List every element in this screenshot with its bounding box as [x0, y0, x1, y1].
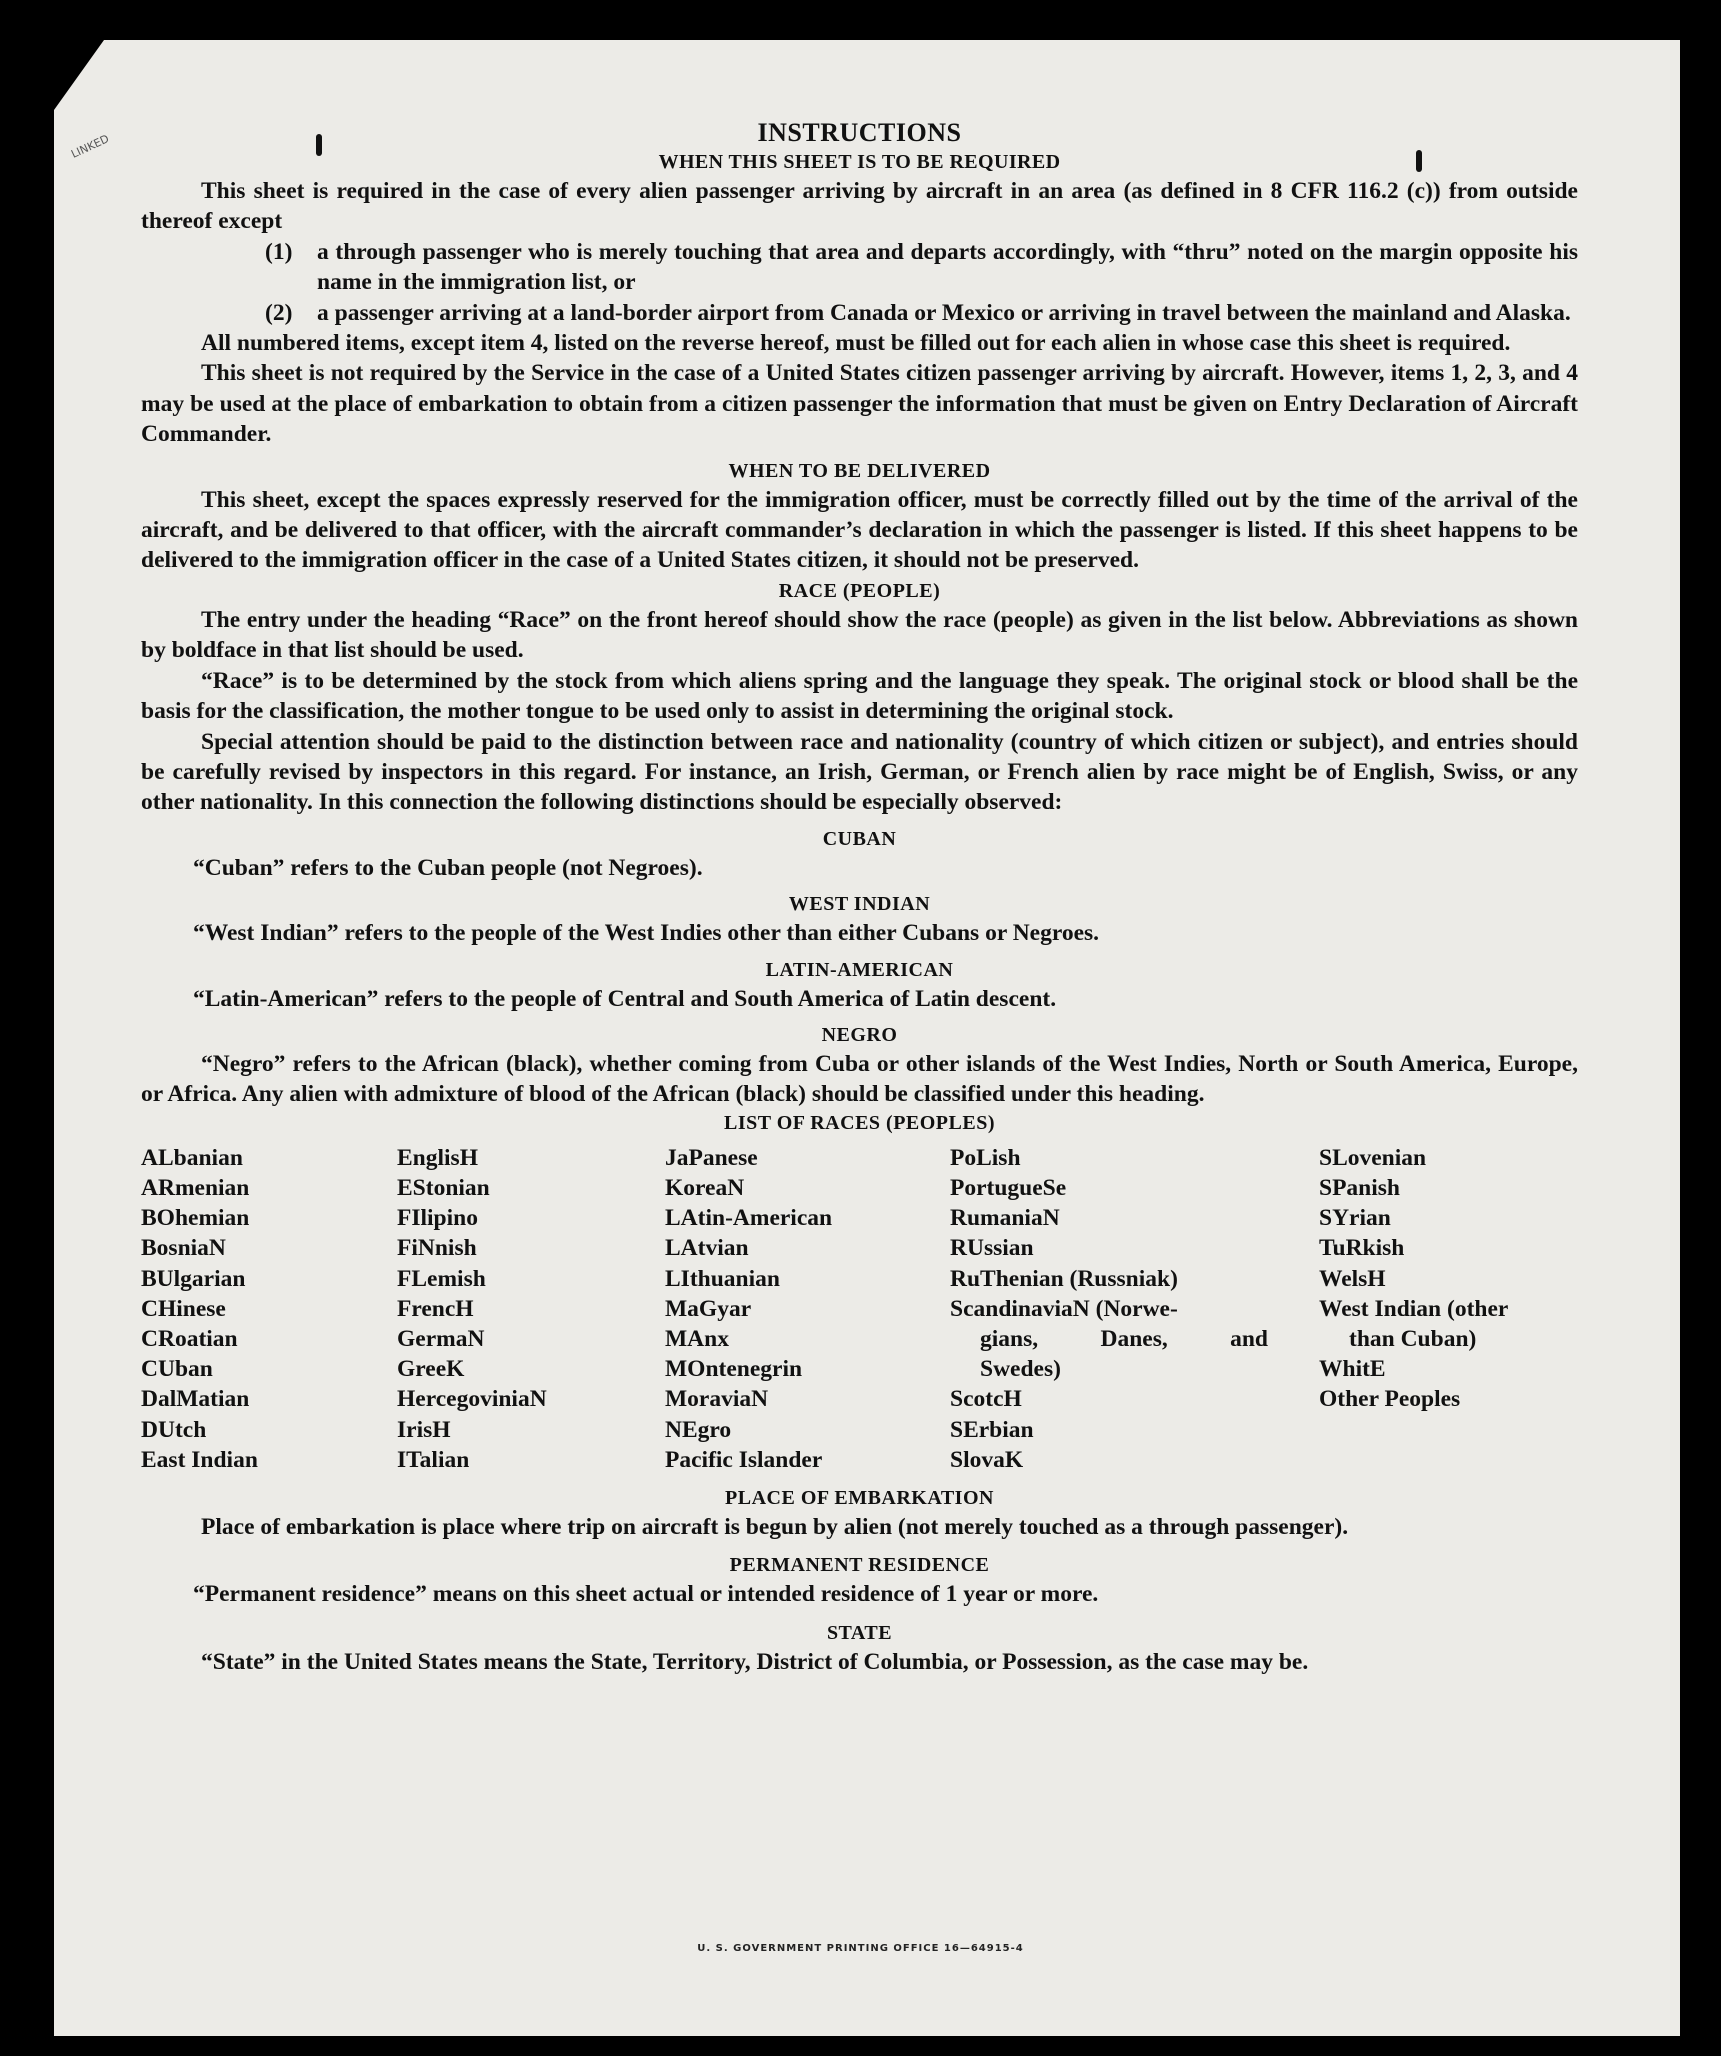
race-item: KoreaN: [665, 1174, 745, 1201]
folded-corner: [54, 40, 104, 110]
list-item: [141, 237, 1578, 298]
definition: “State” in the United States means the State, Territory, District of Columbia, or Possession, as the case may be.: [201, 1648, 1309, 1675]
paragraph: This sheet, except the spaces expressly reserved for the immigration officer, must be correctly filled out by the time of the arrival of the aircraft, and be delivered to that officer, with the aircraft commander’s declaration in which the passenger is listed. If this sheet happens to be delivered to the immigration officer in the case of a United States citizen, it should not be preserved.: [141, 486, 1578, 574]
section-heading-race: RACE (PEOPLE): [778, 579, 941, 602]
race-item: ScandinaviaN (Norwe-: [950, 1295, 1178, 1322]
race-item: FiNnish: [397, 1235, 477, 1262]
instructions-body: [141, 118, 1578, 1677]
word: gians,: [980, 1325, 1039, 1352]
race-item: ARmenian: [141, 1174, 250, 1201]
section-heading-latin-american: LATIN-AMERICAN: [765, 958, 954, 981]
race-item: FLemish: [397, 1265, 486, 1292]
definition: Place of embarkation is place where trip on aircraft is begun by alien (not merely touched as a through passenger).: [201, 1513, 1349, 1540]
definition: “Latin-American” refers to the people of Central and South America of Latin descent.: [193, 985, 1057, 1012]
race-item: SlovaK: [950, 1446, 1024, 1473]
race-item: TuRkish: [1319, 1235, 1405, 1262]
paragraph: All numbered items, except item 4, listed on the reverse hereof, must be filled out for each alien in whose case this sheet is required.: [201, 330, 1511, 357]
word: Danes,: [1100, 1325, 1168, 1352]
section-heading-delivered: WHEN TO BE DELIVERED: [728, 459, 991, 482]
race-item: MoraviaN: [665, 1386, 769, 1413]
race-column-5: [1319, 1143, 1578, 1475]
race-item: FIlipino: [397, 1205, 478, 1232]
definition: “Permanent residence” means on this sheet actual or intended residence of 1 year or more.: [193, 1581, 1099, 1608]
race-item: PortugueSe: [950, 1174, 1067, 1201]
race-item: MAnx: [665, 1325, 729, 1352]
race-item: WelsH: [1319, 1265, 1386, 1292]
paragraph: The entry under the heading “Race” on the front hereof should show the race (people) as given in the list below. Abbreviations as shown by boldface in that list should be used.: [141, 606, 1578, 664]
word: and: [1230, 1325, 1268, 1352]
race-item: ALbanian: [141, 1144, 243, 1171]
definition: “Cuban” refers to the Cuban people (not Negroes).: [193, 854, 703, 881]
race-item: RUssian: [950, 1235, 1034, 1262]
race-item: West Indian (other: [1319, 1295, 1509, 1322]
race-item-continued: [950, 1324, 1268, 1354]
race-item: PoLish: [950, 1144, 1021, 1171]
race-item: LIthuanian: [665, 1265, 780, 1292]
race-item: EnglisH: [397, 1144, 478, 1171]
race-item-continued: Swedes): [980, 1356, 1061, 1383]
definition: “West Indian” refers to the people of the West Indies other than either Cubans or Negroes.: [193, 920, 1100, 947]
section-heading-west-indian: WEST INDIAN: [788, 893, 931, 916]
race-column-3: [665, 1143, 950, 1475]
race-item: MOntenegrin: [665, 1356, 803, 1383]
race-item: SPanish: [1319, 1174, 1400, 1201]
race-item: Pacific Islander: [665, 1446, 823, 1473]
race-item: MaGyar: [665, 1295, 752, 1322]
race-item: GreeK: [397, 1356, 465, 1383]
section-heading-required: WHEN THIS SHEET IS TO BE REQUIRED: [658, 151, 1061, 173]
race-item: FrencH: [397, 1295, 474, 1322]
race-item: ScotcH: [950, 1386, 1022, 1413]
race-item: LAtin-American: [665, 1205, 833, 1232]
race-item: SYrian: [1319, 1205, 1391, 1232]
race-item: BUlgarian: [141, 1265, 246, 1292]
paragraph: This sheet is required in the case of every alien passenger arriving by aircraft in an area (as defined in 8 CFR 116.2 (c)) from outside thereof except: [141, 178, 1578, 235]
race-item: BosniaN: [141, 1235, 226, 1262]
list-item: [141, 298, 1578, 328]
race-item: RumaniaN: [950, 1205, 1060, 1232]
race-item: CUban: [141, 1356, 213, 1383]
race-item: LAtvian: [665, 1235, 749, 1262]
race-item: NEgro: [665, 1416, 732, 1443]
race-item: HercegoviniaN: [397, 1386, 547, 1413]
race-item: WhitE: [1319, 1356, 1386, 1383]
section-heading-state: STATE: [826, 1621, 893, 1644]
race-item: CRoatian: [141, 1325, 238, 1352]
race-item: CHinese: [141, 1295, 226, 1322]
race-column-1: [141, 1143, 397, 1475]
race-list: [141, 1143, 1578, 1475]
paragraph: This sheet is not required by the Service in the case of a United States citizen passenger arriving by aircraft. However, items 1, 2, 3, and 4 may be used at the place of embarkation to obtain from a citizen passenger the information that must be given on Entry Declaration of Aircraft Commander.: [141, 360, 1578, 448]
section-heading-race-list: LIST OF RACES (PEOPLES): [723, 1111, 995, 1134]
race-item: SErbian: [950, 1416, 1034, 1443]
race-item: GermaN: [397, 1325, 485, 1352]
race-item: RuThenian (Russniak): [950, 1265, 1178, 1292]
race-item: IrisH: [397, 1416, 451, 1443]
paragraph: “Race” is to be determined by the stock from which aliens spring and the language they speak. The original stock or blood shall be the basis for the classification, the mother tongue to be used only to assist in determining the original stock.: [141, 667, 1578, 725]
definition: “Negro” refers to the African (black), whether coming from Cuba or other islands of the West Indies, North or South America, Europe, or Africa. Any alien with admixture of blood of the African (black) should be classified under this heading.: [141, 1050, 1578, 1108]
item-text: a passenger arriving at a land-border airport from Canada or Mexico or arriving in travel between the mainland and Alaska.: [317, 299, 1571, 326]
race-item-continued: than Cuban): [1349, 1325, 1477, 1352]
race-column-4: [950, 1143, 1319, 1475]
section-heading-embarkation: PLACE OF EMBARKATION: [725, 1486, 994, 1509]
race-item: SLovenian: [1319, 1144, 1427, 1171]
race-item: EStonian: [397, 1174, 490, 1201]
race-item: DUtch: [141, 1416, 207, 1443]
page-title: INSTRUCTIONS: [757, 118, 962, 147]
race-item: BOhemian: [141, 1205, 250, 1232]
race-item: East Indian: [141, 1446, 258, 1473]
section-heading-cuban: CUBAN: [822, 827, 897, 850]
race-item: Other Peoples: [1319, 1386, 1461, 1413]
race-column-2: [397, 1143, 665, 1475]
faint-stamp: LINKED: [69, 132, 112, 161]
printer-imprint: U. S. GOVERNMENT PRINTING OFFICE 16—64915-4: [697, 1943, 1024, 1954]
paragraph: Special attention should be paid to the distinction between race and nationality (country of which citizen or subject), and entries should be carefully revised by inspectors in this regard. For instance, an Irish, German, or French alien by race might be of English, Swiss, or any other nationality. In this connection the following distinctions should be especially observed:: [141, 728, 1578, 816]
section-heading-negro: NEGRO: [821, 1023, 898, 1046]
race-item: DalMatian: [141, 1386, 250, 1413]
section-heading-residence: PERMANENT RESIDENCE: [729, 1554, 990, 1577]
item-text: a through passenger who is merely touching that area and departs accordingly, with “thru” noted on the margin opposite his name in the immigration list, or: [317, 238, 1578, 296]
item-number: (2): [265, 299, 293, 326]
race-item: JaPanese: [665, 1144, 758, 1171]
race-item: ITalian: [397, 1446, 470, 1473]
item-number: (1): [265, 238, 293, 265]
